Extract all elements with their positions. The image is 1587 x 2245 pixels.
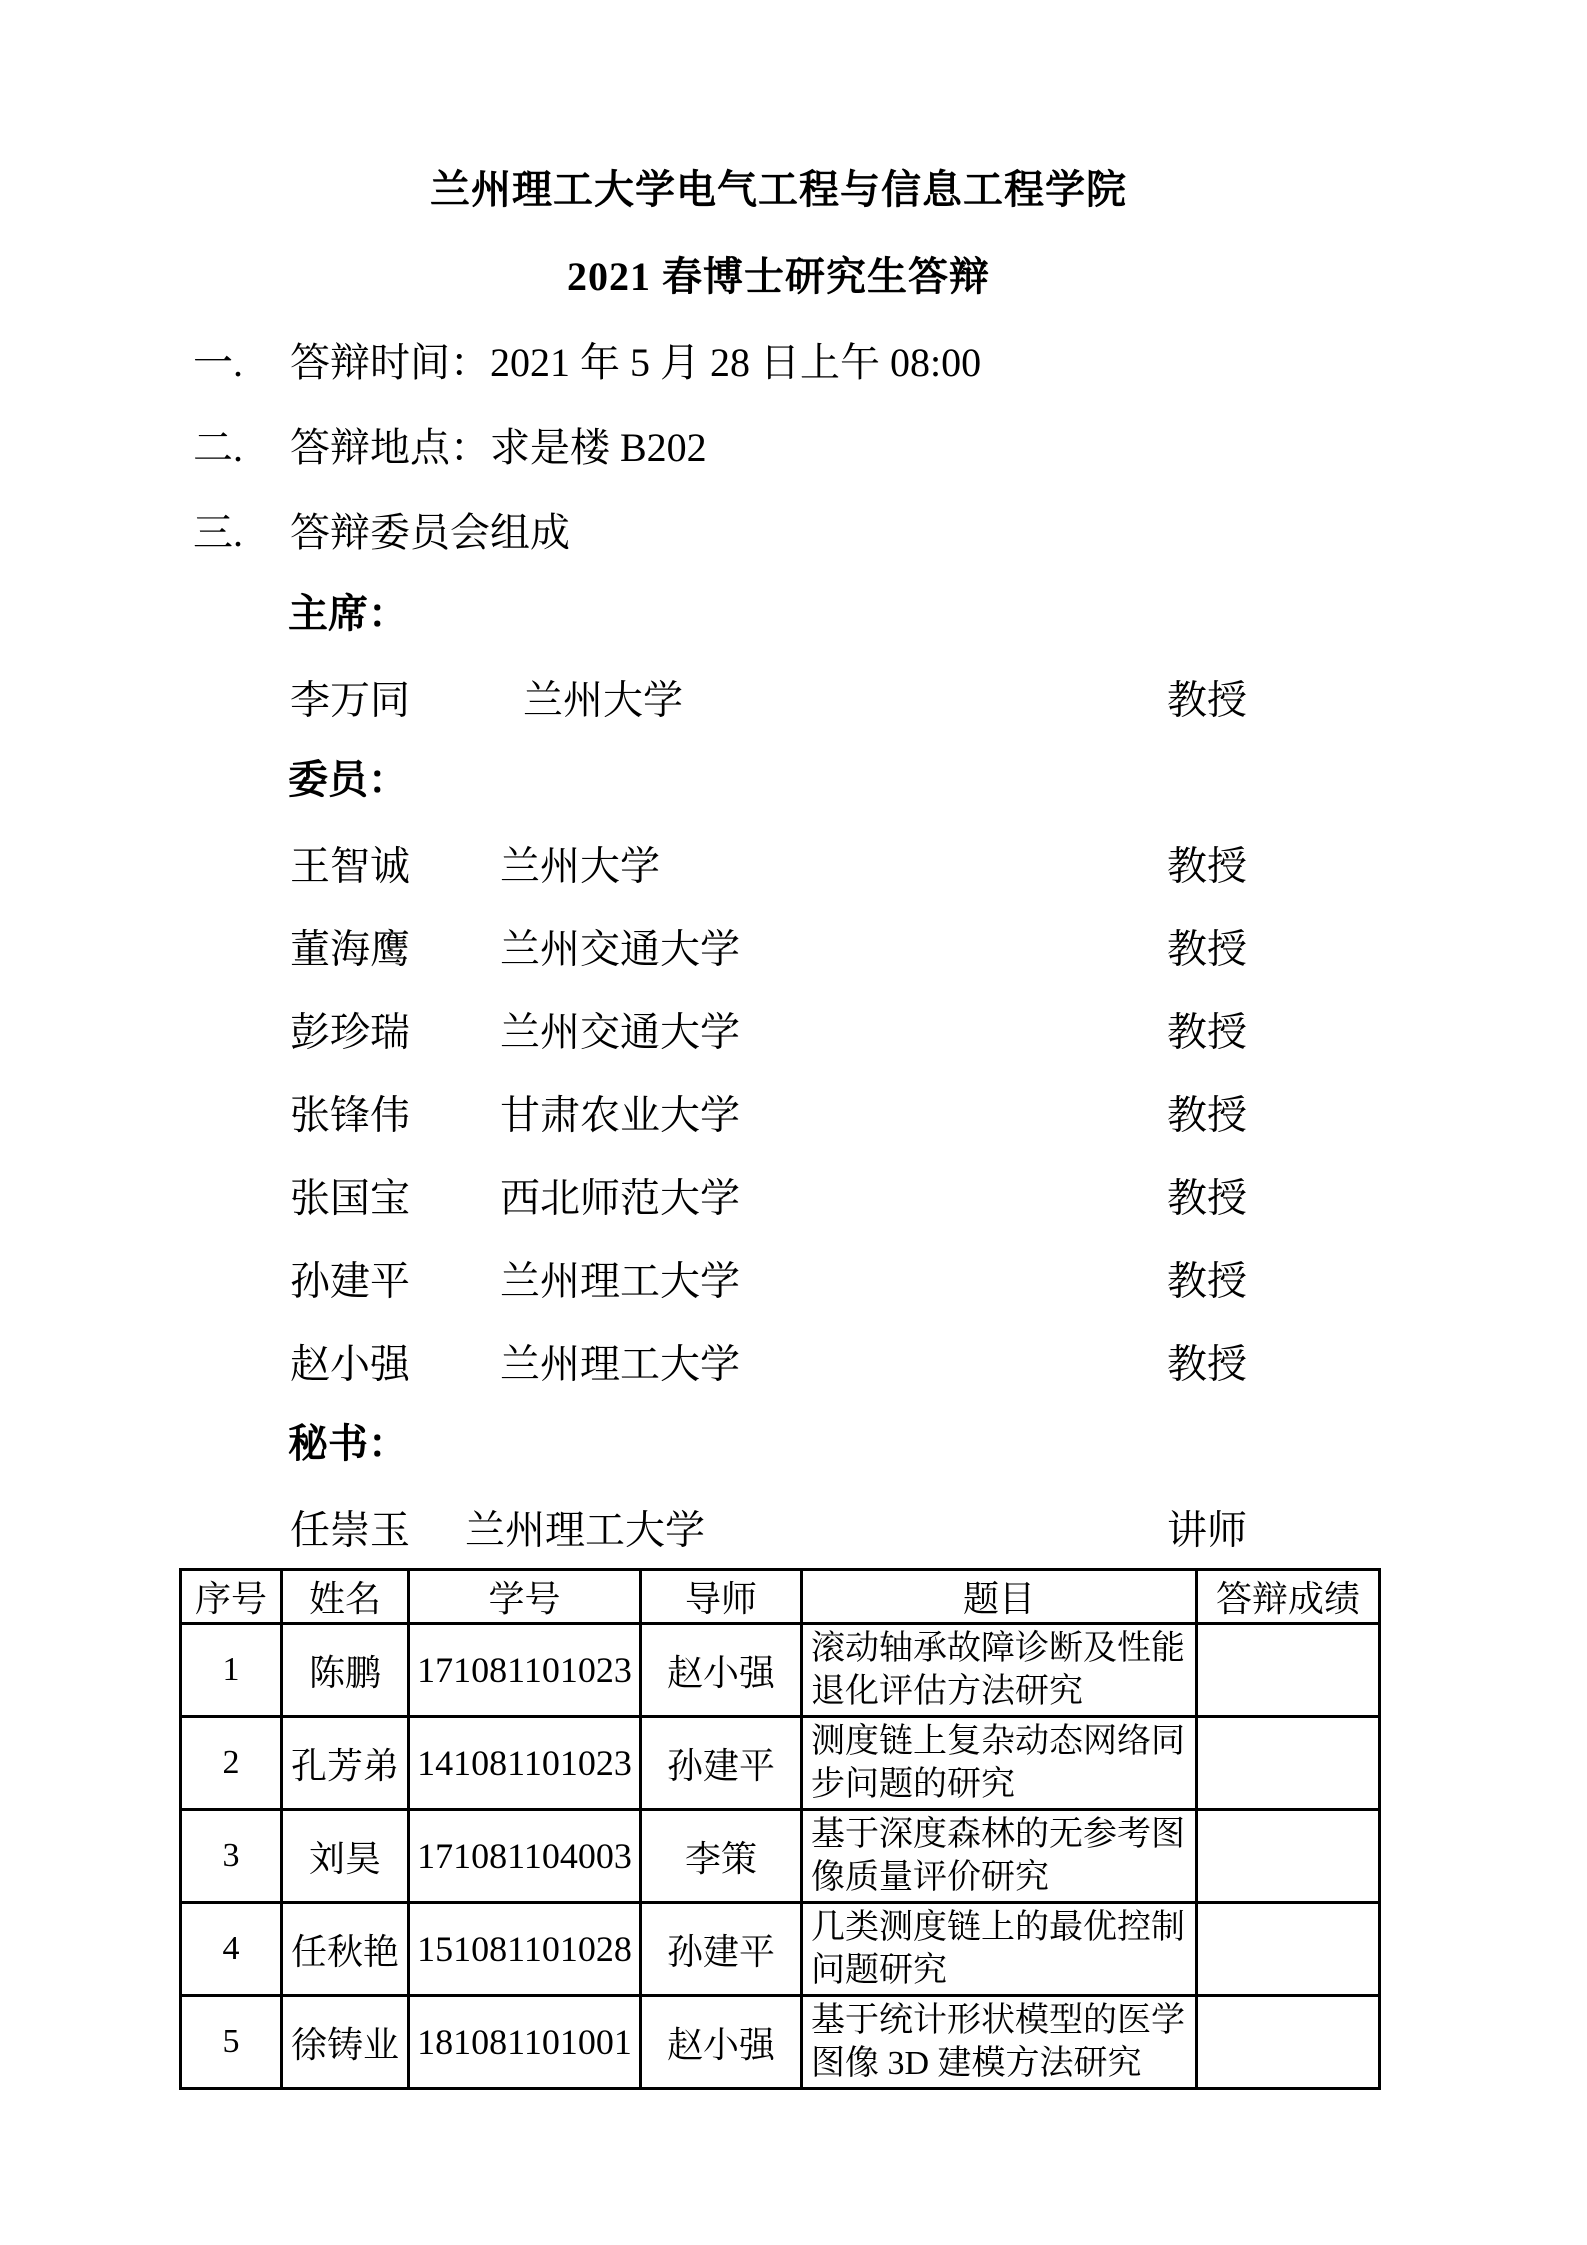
person-rank: 教授 [1167, 1258, 1247, 1303]
header-no: 序号 [181, 1570, 282, 1624]
cell-name: 刘昊 [282, 1810, 409, 1903]
cell-supervisor: 孙建平 [641, 1717, 802, 1810]
person-name: 董海鹰 [290, 926, 410, 971]
person-name: 张锋伟 [290, 1092, 410, 1137]
cell-name: 徐铸业 [282, 1996, 409, 2089]
cell-supervisor: 孙建平 [641, 1903, 802, 1996]
person-name: 彭珍瑞 [290, 1009, 410, 1054]
person-name: 任崇玉 [290, 1507, 410, 1552]
defense-table [179, 1568, 1381, 2090]
cell-student-id: 171081101023 [409, 1624, 641, 1717]
cell-title: 几类测度链上的最优控制问题研究 [802, 1903, 1197, 1996]
defense-table-row [181, 1996, 1380, 2089]
chair-label: 主席： [288, 591, 408, 636]
person-institution: 兰州交通大学 [500, 1009, 740, 1054]
cell-supervisor: 赵小强 [641, 1624, 802, 1717]
secretary-label: 秘书： [288, 1421, 408, 1466]
numbered-item [179, 487, 1378, 572]
committee-member-row [179, 904, 1378, 987]
cell-no: 5 [181, 1996, 282, 2089]
cell-no: 4 [181, 1903, 282, 1996]
cell-supervisor: 李策 [641, 1810, 802, 1903]
cell-student-id: 171081104003 [409, 1810, 641, 1903]
committee-member-row [179, 1319, 1378, 1402]
header-title: 题目 [802, 1570, 1197, 1624]
person-institution: 兰州理工大学 [500, 1258, 740, 1303]
committee-member-row [179, 1236, 1378, 1319]
item-text: 答辩委员会组成 [290, 510, 570, 555]
numbered-item [179, 402, 1378, 487]
item-text: 答辩时间：2021 年 5 月 28 日上午 08:00 [290, 340, 982, 385]
person-institution: 兰州理工大学 [465, 1507, 705, 1552]
person-name: 李万同 [290, 677, 410, 722]
numbered-item [179, 317, 1378, 402]
cell-name: 陈鹏 [282, 1624, 409, 1717]
cell-no: 3 [181, 1810, 282, 1903]
defense-table-row [181, 1624, 1380, 1717]
cell-student-id: 151081101028 [409, 1903, 641, 1996]
person-name: 孙建平 [290, 1258, 410, 1303]
person-rank: 教授 [1167, 1175, 1247, 1220]
cell-student-id: 141081101023 [409, 1717, 641, 1810]
item-text: 答辩地点：求是楼 B202 [290, 425, 707, 470]
header-score: 答辩成绩 [1197, 1570, 1380, 1624]
document-title: 兰州理工大学电气工程与信息工程学院 [430, 167, 1127, 212]
committee-member-row [179, 1153, 1378, 1236]
person-institution: 兰州理工大学 [500, 1341, 740, 1386]
cell-title: 测度链上复杂动态网络同步问题的研究 [802, 1717, 1197, 1810]
person-rank: 教授 [1167, 926, 1247, 971]
cell-no: 1 [181, 1624, 282, 1717]
committee-member-row [179, 987, 1378, 1070]
person-rank: 教授 [1167, 1341, 1247, 1386]
item-number: 三. [193, 510, 243, 555]
committee-member-row [179, 1070, 1378, 1153]
cell-title: 基于统计形状模型的医学图像 3D 建模方法研究 [802, 1996, 1197, 2089]
cell-score [1197, 1810, 1380, 1903]
person-institution: 兰州大学 [500, 843, 660, 888]
person-rank: 教授 [1167, 843, 1247, 888]
committee-chair-row [179, 655, 1378, 738]
person-rank: 教授 [1167, 1092, 1247, 1137]
numbered-item-list [179, 297, 1378, 572]
person-name: 王智诚 [290, 843, 410, 888]
defense-table-row [181, 1903, 1380, 1996]
person-rank: 教授 [1167, 677, 1247, 722]
cell-title: 基于深度森林的无参考图像质量评价研究 [802, 1810, 1197, 1903]
item-number: 一. [193, 340, 243, 385]
document-subtitle: 2021 春博士研究生答辩 [567, 254, 990, 299]
cell-score [1197, 1903, 1380, 1996]
cell-student-id: 181081101001 [409, 1996, 641, 2089]
cell-score [1197, 1717, 1380, 1810]
members-label: 委员： [288, 757, 408, 802]
cell-no: 2 [181, 1717, 282, 1810]
committee-secretary-row [179, 1485, 1378, 1568]
person-name: 张国宝 [290, 1175, 410, 1220]
header-student-id: 学号 [409, 1570, 641, 1624]
cell-score [1197, 1996, 1380, 2089]
cell-name: 孔芳弟 [282, 1717, 409, 1810]
defense-table-row [181, 1810, 1380, 1903]
header-name: 姓名 [282, 1570, 409, 1624]
person-name: 赵小强 [290, 1341, 410, 1386]
committee-member-row [179, 821, 1378, 904]
person-institution: 西北师范大学 [500, 1175, 740, 1220]
defense-table-row [181, 1717, 1380, 1810]
person-rank: 教授 [1167, 1009, 1247, 1054]
header-supervisor: 导师 [641, 1570, 802, 1624]
defense-table-header-row [181, 1570, 1380, 1624]
item-number: 二. [193, 425, 243, 470]
person-institution: 甘肃农业大学 [500, 1092, 740, 1137]
committee-section [179, 572, 1378, 1568]
cell-name: 任秋艳 [282, 1903, 409, 1996]
person-institution: 兰州交通大学 [500, 926, 740, 971]
person-rank: 讲师 [1167, 1507, 1247, 1552]
cell-score [1197, 1624, 1380, 1717]
person-institution: 兰州大学 [523, 677, 683, 722]
document-content [179, 0, 1378, 2090]
cell-supervisor: 赵小强 [641, 1996, 802, 2089]
cell-title: 滚动轴承故障诊断及性能退化评估方法研究 [802, 1624, 1197, 1717]
